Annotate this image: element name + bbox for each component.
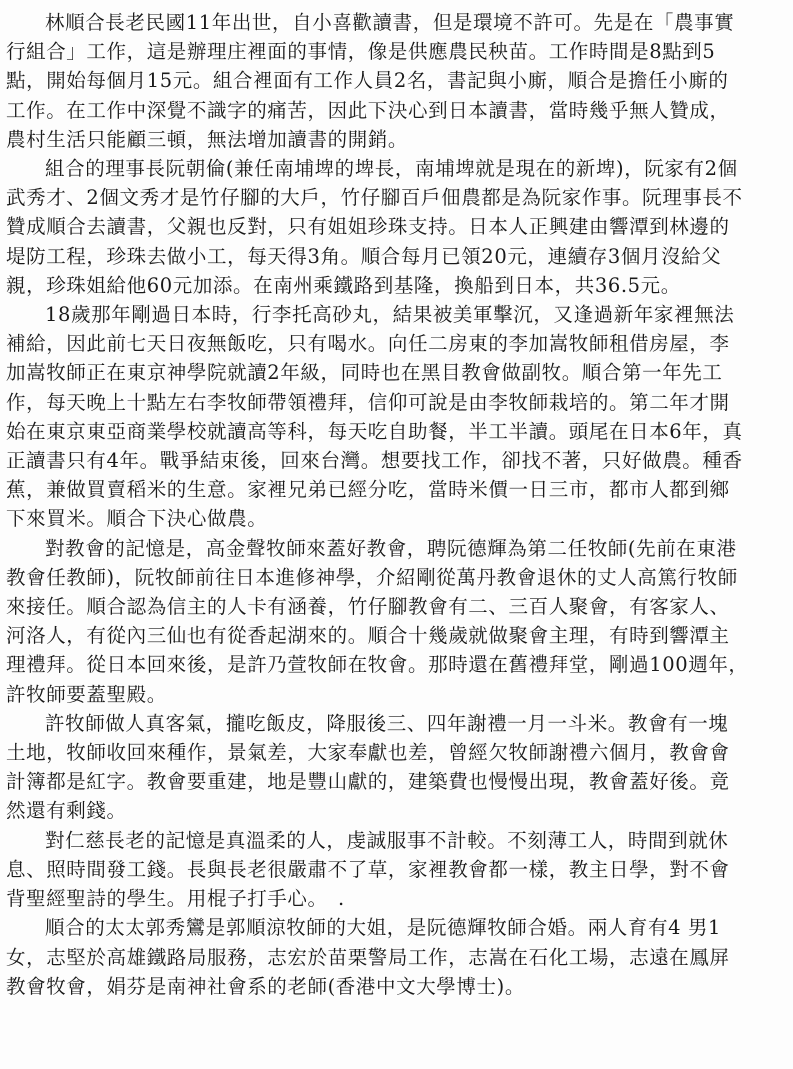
- document-body: [6, 8, 786, 1001]
- paragraph-early-life: 林順合長老民國11年出世，自小喜歡讀書，但是環境不許可。先是在「農事實 行組合」工作，這是辦理庄裡面的事情，像是供應農民秧苗。工作時間是8點到5 點，開始每個月15元。組合裡面有工作人員2名，書記與小廝，順合是擔任小廝的 工作。在工作中深覺不識字的痛苦，因此下決心到日本讀書，當時幾乎無人贊成， 農村生活只能顧三頓，無法增加讀書的開銷。: [6, 11, 735, 151]
- paragraph-cooperative-chairman: 組合的理事長阮朝倫(兼任南埔埤的埤長，南埔埤就是現在的新埤)，阮家有2個 武秀才、2個文秀才是竹仔腳的大戶，竹仔腳百戶佃農都是為阮家作事。阮理事長不 贊成順合去讀書，父親也反對，只有姐姐珍珠支持。日本人正興建由響潭到林邊的 堤防工程，珍珠去做小工，每天得3角。順合每月已領20元，連續存3個月沒給父 親，珍珠姐給他60元加添。在南州乘鐵路到基隆，換船到日本，共36.5元。: [6, 157, 743, 297]
- paragraph-family: 順合的太太郭秀鸞是郭順涼牧師的大姐，是阮德輝牧師合婚。兩人育有4 男1 女，志堅於高雄鐵路局服務，志宏於苗栗警局工作，志嵩在石化工場，志遠在鳳屏 教會牧會，娟芬是南神社會系的老師(香港中文大學博士)。: [6, 916, 730, 998]
- paragraph-church-memories: 對教會的記憶是，高金聲牧師來蓋好教會，聘阮德輝為第二任牧師(先前在東港 教會任教師)，阮牧師前往日本進修神學，介紹剛從萬丹教會退休的丈人高篤行牧師 來接任。順合認為信主的人卡有涵養，竹仔腳教會有二、三百人聚會，有客家人、 河洛人，有從內三仙也有從香起湖來的。順合十幾歲就做聚會主理，有時到響潭主 理禮拜。從日本回來後，是許乃萱牧師在牧會。那時還在舊禮拜堂，剛過100週年， 許牧師要蓋聖殿。: [6, 536, 749, 706]
- paragraph-elder-memories: 對仁慈長老的記憶是真溫柔的人，虔誠服事不計較。不刻薄工人，時間到就休 息、照時間發工錢。長與長老很嚴肅不了草，家裡教會都一樣，教主日學，對不會 背聖經聖詩的學生。用棍子打手心。 .: [6, 828, 730, 911]
- paragraph-japan-study: 18歲那年剛過日本時，行李托高砂丸，結果被美軍擊沉，又逢過新年家裡無法 補給，因此前七天日夜無飯吃，只有喝水。向任二房東的李加嵩牧師租借房屋，李 加嵩牧師正在東京神學院就讀2年級，同時也在黑目教會做副牧。順合第一年先工 作，每天晚上十點左右李牧師帶領禮拜，信仰可說是由李牧師栽培的。第二年才開 始在東京東亞商業學校就讀高等科，每天吃自助餐，半工半讀。頭尾在日本6年，真 正讀書只有4年。戰爭結束後，回來台灣。想要找工作，卻找不著，只好做農。種香 蕉，兼做買賣稻米的生意。家裡兄弟已經分吃，當時米價一日三市，都市人都到鄉 下來買米。順合下決心做農。: [6, 303, 743, 531]
- paragraph-pastor-hsu: 許牧師做人真客氣，攏吃飯皮，降服後三、四年謝禮一月一斗米。教會有一塊 土地，牧師收回來種作，景氣差，大家奉獻也差，曾經欠牧師謝禮六個月，教會會 計簿都是紅字。教會要重建，地是豐山獻的，建築費也慢慢出現，教會蓋好後。竟 然還有剩錢。: [6, 711, 730, 823]
